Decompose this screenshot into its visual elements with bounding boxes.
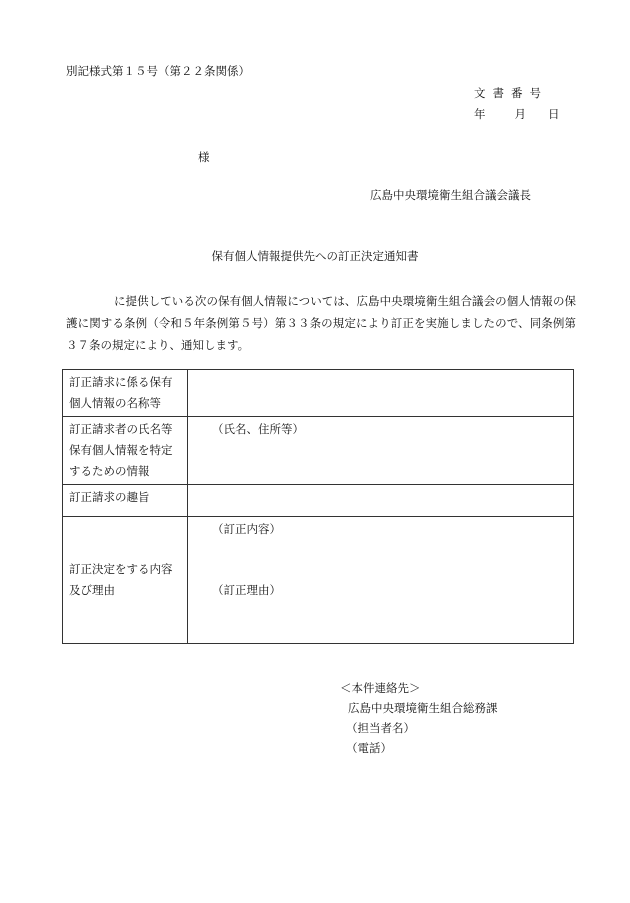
document-number-label: 文書番号 [474,86,548,100]
table-row [63,485,574,517]
contact-phone-label: （電話） [346,741,392,755]
contact-department: 広島中央環境衛生組合総務課 [348,701,498,715]
date-line [474,109,560,121]
table-row-value [188,517,574,644]
table-row [63,370,574,417]
information-table [62,369,574,644]
addressee-honorific: 様 [198,150,210,164]
correction-content-label: （訂正内容） [212,522,281,536]
date-day-label: 日 [548,107,560,121]
sender-name: 広島中央環境衛生組合議会議長 [370,188,531,202]
form-label: 別記様式第１５号（第２２条関係） [66,64,250,78]
notice-body-text: に提供している次の保有個人情報については、広島中央環境衛生組合議会の個人情報の保護に関する条例（令和５年条例第５号）第３３条の規定により訂正を実施しましたので、同条例第３７条の規定により、通知します。 [66,294,576,352]
table-row [63,517,574,644]
date-year-label: 年 [474,107,486,121]
table-row-label: 訂正決定をする内容及び理由 [63,517,188,644]
table-row-label: 訂正請求の趣旨 [63,485,188,517]
table-row [63,417,574,485]
date-month-label: 月 [514,107,526,121]
table-row-value: （氏名、住所等） [188,417,574,485]
contact-person-label: （担当者名） [346,721,415,735]
contact-header: ＜本件連絡先＞ [340,681,421,695]
document-title: 保有個人情報提供先への訂正決定通知書 [211,249,419,263]
table-row-label: 訂正請求に係る保有個人情報の名称等 [63,370,188,417]
table-row-value [188,370,574,417]
table-row-label: 訂正請求者の氏名等保有個人情報を特定するための情報 [63,417,188,485]
correction-reason-label: （訂正理由） [212,583,281,597]
table-row-value [188,485,574,517]
